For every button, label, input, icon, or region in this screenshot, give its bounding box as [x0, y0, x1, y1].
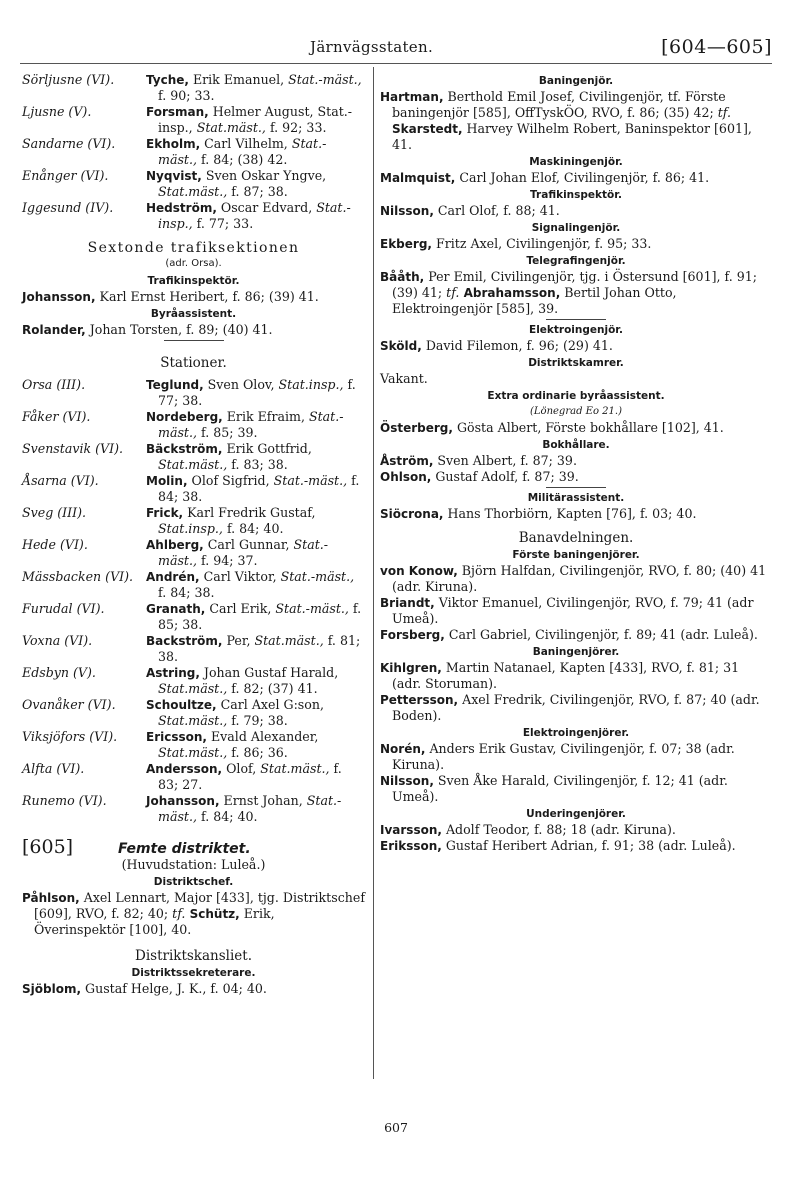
right-column [380, 72, 772, 854]
rank-title: Stat.mäst., [196, 120, 266, 135]
person-entry [146, 409, 365, 441]
person-details: Helmer August, Stat.-insp., [158, 104, 353, 135]
column-divider [373, 67, 374, 1079]
person-details: Martin Natanael, Kapten [433], RVO, f. 81; 31 (adr. Storuman). [392, 660, 740, 691]
department-heading: Banavdelningen. [518, 530, 634, 546]
person-details: Axel Fredrik, Civilingenjör, RVO, f. 87; 40 (adr. Boden). [392, 692, 760, 723]
person-details: f. 84; 38. [158, 585, 215, 600]
mini-rule [546, 487, 606, 488]
role-heading: Baningenjörer. [532, 646, 620, 658]
station-name: Edsbyn (V). [22, 665, 96, 680]
section-title: Sextonde trafiksektionen [87, 240, 300, 256]
station-name: Orsa (III). [22, 377, 86, 392]
station-name: Runemo (VI). [22, 793, 107, 808]
person-details: f. 84; 38. [158, 473, 360, 504]
person-details: Sven Oskar Yngve, [201, 168, 327, 183]
station-name: Alfta (VI). [22, 761, 85, 776]
person-details: Per Emil, Civilingenjör, tjg. i Östersund [601], f. 91; (39) 41; [392, 269, 757, 300]
station-row [22, 601, 365, 633]
role-heading: Förste baningenjörer. [512, 549, 640, 561]
station-name: Viksjöfors (VI). [22, 729, 118, 744]
station-row [22, 200, 365, 232]
person-entry [146, 473, 365, 505]
role-heading: Maskiningenjör. [529, 156, 623, 168]
person-entry [146, 569, 365, 601]
rank-title: Stat.mäst., [158, 681, 228, 696]
page-range: [604—605] [661, 36, 772, 58]
person-entry [380, 170, 772, 186]
section-address: (adr. Orsa). [165, 258, 222, 269]
station-name: Ovanåker (VI). [22, 697, 116, 712]
person-entry [380, 627, 772, 643]
rank-title: Stat.-mäst., [280, 569, 355, 584]
rank-title: Stat.-mäst., [158, 793, 342, 824]
tf-abbrev: tf. [172, 906, 186, 921]
person-name: Abrahamsson, [459, 286, 561, 300]
person-details: Erik, Överinspektör [100], 40. [34, 906, 275, 937]
station-row [22, 441, 365, 473]
station-name: Enånger (VI). [22, 168, 109, 183]
person-details: Carl Axel G:son, [216, 697, 324, 712]
person-name: Johansson, [146, 794, 220, 808]
role-heading: Elektroingenjörer. [522, 727, 630, 739]
person-details: f. 84; (38) 42. [196, 152, 288, 167]
mini-rule [546, 319, 606, 320]
person-entry [380, 660, 772, 692]
person-entry [380, 236, 772, 252]
person-details: Viktor Emanuel, Civilingenjör, RVO, f. 79; 41 (adr Umeå). [392, 595, 754, 626]
rank-title: Stat.mäst., [158, 457, 228, 472]
role-heading: Signalingenjör. [531, 222, 621, 234]
person-entry [22, 981, 365, 997]
person-details: f. 81; 38. [158, 633, 361, 664]
person-details: Karl Fredrik Gustaf, [183, 505, 316, 520]
person-name: Nilsson, [380, 204, 434, 218]
person-name: Schoultze, [146, 698, 217, 712]
rank-title: Stat.insp., [278, 377, 344, 392]
person-entry [380, 269, 772, 317]
office-heading: Distriktskansliet. [135, 948, 252, 964]
station-row [22, 168, 365, 200]
person-name: Frick, [146, 506, 184, 520]
person-name: Sköld, [380, 339, 422, 353]
station-name: Furudal (VI). [22, 601, 105, 616]
district-name: Femte distriktet. [118, 841, 251, 857]
person-details: Berthold Emil Josef, Civilingenjör, tf. Förste baningenjör [585], OffTyskÖO, RVO, f. 86; (35) 42; [392, 89, 726, 120]
role-heading: Baningenjör. [538, 75, 614, 87]
rank-title: Stat.mäst., [260, 761, 330, 776]
person-name: Skarstedt, [392, 122, 463, 136]
page-number: 607 [384, 1120, 408, 1135]
person-name: Siöcrona, [380, 507, 444, 521]
person-entry [380, 563, 772, 595]
person-entry [146, 761, 365, 793]
person-name: Astring, [146, 666, 200, 680]
person-name: Bäckström, [146, 442, 223, 456]
station-name: Åsarna (VI). [22, 473, 99, 488]
person-details: David Filemon, f. 96; (29) 41. [421, 338, 613, 353]
person-details: Carl Gabriel, Civilingenjör, f. 89; 41 (adr. Luleå). [444, 627, 758, 642]
rank-title: Stat.-insp., [158, 200, 351, 231]
person-name: Tyche, [146, 73, 189, 87]
person-details: Carl Viktor, [199, 569, 281, 584]
person-details: f. 87; 38. [227, 184, 288, 199]
person-entry [146, 168, 365, 200]
rank-title: Stat.mäst., [158, 184, 228, 199]
person-details: f. 85; 39. [196, 425, 258, 440]
person-name: Teglund, [146, 378, 204, 392]
left-column [22, 72, 365, 997]
person-name: Nilsson, [380, 774, 434, 788]
person-details: Anders Erik Gustav, Civilingenjör, f. 07; 38 (adr. Kiruna). [392, 741, 735, 772]
mini-rule [164, 340, 224, 341]
role-heading: Byråassistent. [150, 308, 237, 320]
person-name: Schütz, [185, 907, 240, 921]
person-details: f. 82; (37) 41. [227, 681, 318, 696]
person-entry [380, 338, 772, 354]
person-details: Hans Thorbiörn, Kapten [76], f. 03; 40. [443, 506, 697, 521]
district-main-station: (Huvudstation: Luleå.) [121, 857, 266, 872]
station-name: Hede (VI). [22, 537, 88, 552]
person-details: Axel Lennart, Major [433], tjg. Distriktschef [609], RVO, f. 82; 40; [34, 890, 365, 921]
person-details: f. 77; 33. [192, 216, 254, 231]
rank-title: Stat.mäst., [158, 745, 228, 760]
person-name: Hedström, [146, 201, 217, 215]
station-name: Mässbacken (VI). [22, 569, 134, 584]
person-details: Per, [222, 633, 255, 648]
person-name: Malmquist, [380, 171, 456, 185]
person-entry [380, 453, 772, 469]
person-entry [146, 505, 365, 537]
station-row [22, 537, 365, 569]
person-details: f. 90; 33. [158, 88, 215, 103]
person-name: Andrén, [146, 570, 200, 584]
top-station-list [22, 72, 365, 232]
district-heading [22, 836, 365, 858]
person-details: f. 86; 36. [227, 745, 288, 760]
person-details: Fritz Axel, Civilingenjör, f. 95; 33. [431, 236, 652, 251]
running-title: Järnvägsstaten. [310, 38, 434, 56]
person-entry [146, 104, 365, 136]
person-details: Gustaf Adolf, f. 87; 39. [431, 469, 579, 484]
person-entry [146, 72, 365, 104]
role-heading: Trafikinspektör. [147, 275, 240, 287]
role-heading: Elektroingenjör. [529, 324, 623, 336]
tf-abbrev: tf. [446, 285, 460, 300]
person-details: Johan Torsten, f. 89; (40) 41. [85, 322, 273, 337]
person-details: f. 94; 37. [196, 553, 258, 568]
person-details: Björn Halfdan, Civilingenjör, RVO, f. 80; (40) 41 (adr. Kiruna). [392, 563, 767, 594]
person-details: Sven Åke Harald, Civilingenjör, f. 12; 41 (adr. Umeå). [392, 773, 728, 804]
person-entry [146, 377, 365, 409]
station-row [22, 505, 365, 537]
person-details: f. 85; 38. [158, 601, 362, 632]
station-list [22, 377, 365, 825]
person-name: Kihlgren, [380, 661, 442, 675]
station-name: Sandarne (VI). [22, 136, 116, 151]
person-name: Backström, [146, 634, 223, 648]
person-details: Adolf Teodor, f. 88; 18 (adr. Kiruna). [441, 822, 676, 837]
person-details: Carl Olof, f. 88; 41. [433, 203, 560, 218]
person-details: Carl Gunnar, [203, 537, 294, 552]
role-heading: Telegrafingenjör. [526, 255, 626, 267]
person-name: Briandt, [380, 596, 435, 610]
person-name: Andersson, [146, 762, 223, 776]
station-row [22, 569, 365, 601]
person-name: Norén, [380, 742, 426, 756]
rank-title: Stat.-mäst., [288, 72, 362, 87]
page-header [20, 38, 772, 66]
rank-title: Stat.-mäst., [158, 136, 327, 167]
role-heading: Trafikinspektör. [530, 189, 622, 201]
person-name: Bååth, [380, 270, 425, 284]
person-details: f. 84; 40. [196, 809, 258, 824]
person-details: Evald Alexander, [206, 729, 319, 744]
person-name: Pettersson, [380, 693, 459, 707]
person-entry [380, 89, 772, 153]
person-details: Gösta Albert, Förste bokhållare [102], 41. [452, 420, 724, 435]
person-details: Sven Albert, f. 87; 39. [433, 453, 577, 468]
station-name: Ljusne (V). [22, 104, 92, 119]
person-details: Gustaf Helge, J. K., f. 04; 40. [81, 981, 267, 996]
role-heading: Bokhållare. [542, 439, 610, 451]
person-entry [22, 322, 365, 338]
person-name: von Konow, [380, 564, 458, 578]
header-rule [20, 63, 772, 64]
person-name: Molin, [146, 474, 188, 488]
rank-title: Stat.-mäst., [158, 409, 344, 440]
rank-title: Stat.-mäst., [273, 473, 348, 488]
person-name: Ekholm, [146, 137, 201, 151]
person-entry [146, 633, 365, 665]
person-details: Erik Efraim, [222, 409, 309, 424]
person-name: Johansson, [22, 290, 96, 304]
person-details: Ernst Johan, [219, 793, 307, 808]
station-name: Sörljusne (VI). [22, 72, 115, 87]
station-row [22, 761, 365, 793]
person-entry [380, 838, 772, 854]
person-entry [146, 793, 365, 825]
rank-title: Stat.insp., [158, 521, 223, 536]
person-entry [146, 729, 365, 761]
station-name: Iggesund (IV). [22, 200, 114, 215]
person-name: Forsman, [146, 105, 209, 119]
person-name: Åström, [380, 454, 434, 468]
person-name: Granath, [146, 602, 206, 616]
person-entry [146, 136, 365, 168]
person-name: Österberg, [380, 421, 453, 435]
person-details: Sven Olov, [203, 377, 279, 392]
person-entry [380, 741, 772, 773]
person-details: f. 84; 40. [222, 521, 284, 536]
person-entry [380, 822, 772, 838]
person-details: Erik Emanuel, [188, 72, 289, 87]
person-details: Carl Vilhelm, [200, 136, 292, 151]
role-heading: Distriktskamrer. [528, 357, 624, 369]
station-row [22, 377, 365, 409]
person-details: Olof Sigfrid, [187, 473, 274, 488]
person-details: Gustaf Heribert Adrian, f. 91; 38 (adr. Luleå). [441, 838, 736, 853]
person-entry [380, 203, 772, 219]
person-name: Eriksson, [380, 839, 442, 853]
person-name: Ahlberg, [146, 538, 204, 552]
person-entry [146, 441, 365, 473]
person-entry [380, 469, 772, 485]
person-name: Påhlson, [22, 891, 80, 905]
role-heading: Distriktschef. [153, 876, 234, 888]
person-details: Bertil Johan Otto, Elektroingenjör [585], 39. [392, 285, 677, 316]
stations-heading: Stationer. [160, 355, 227, 371]
person-details: Harvey Wilhelm Robert, Baninspektor [601], 41. [392, 121, 752, 152]
station-row [22, 136, 365, 168]
person-name: Ivarsson, [380, 823, 442, 837]
rank-title: Stat.mäst., [158, 713, 228, 728]
person-details: f. 83; 38. [227, 457, 288, 472]
person-details: Carl Erik, [205, 601, 276, 616]
station-name: Fåker (VI). [22, 409, 91, 424]
person-details: f. 79; 38. [227, 713, 288, 728]
person-details: Johan Gustaf Harald, [199, 665, 339, 680]
rank-title: Stat.-mäst., [158, 537, 329, 568]
person-name: Nyqvist, [146, 169, 202, 183]
person-name: Ekberg, [380, 237, 432, 251]
station-row [22, 729, 365, 761]
person-name: Nordeberg, [146, 410, 223, 424]
person-details: Oscar Edvard, [216, 200, 317, 215]
person-entry [22, 289, 365, 305]
rank-title: Stat.mäst., [254, 633, 324, 648]
person-details: f. 83; 27. [158, 761, 342, 792]
station-row [22, 409, 365, 441]
district-number: [605] [22, 836, 74, 858]
person-entry [146, 665, 365, 697]
person-details: f. 77; 38. [158, 377, 356, 408]
person-name: Hartman, [380, 90, 444, 104]
station-row [22, 665, 365, 697]
station-name: Voxna (VI). [22, 633, 93, 648]
station-row [22, 72, 365, 104]
person-entry [380, 692, 772, 724]
person-details: Karl Ernst Heribert, f. 86; (39) 41. [95, 289, 319, 304]
person-name: Ohlson, [380, 470, 432, 484]
salary-grade-note: (Lönegrad Eo 21.) [530, 406, 622, 417]
person-entry [146, 601, 365, 633]
role-heading: Distriktssekreterare. [131, 967, 256, 979]
person-name: Forsberg, [380, 628, 445, 642]
station-row [22, 793, 365, 825]
station-row [22, 633, 365, 665]
person-entry [380, 773, 772, 805]
person-details: Erik Gottfrid, [222, 441, 312, 456]
station-row [22, 697, 365, 729]
person-entry [146, 200, 365, 232]
tf-abbrev: tf. [717, 105, 732, 120]
person-details: Carl Johan Elof, Civilingenjör, f. 86; 41. [455, 170, 710, 185]
vacant-note: Vakant. [380, 371, 428, 386]
person-name: Sjöblom, [22, 982, 82, 996]
person-name: Rolander, [22, 323, 86, 337]
person-details: f. 92; 33. [265, 120, 327, 135]
person-entry [380, 420, 772, 436]
station-row [22, 104, 365, 136]
person-name: Ericsson, [146, 730, 207, 744]
person-entry [380, 595, 772, 627]
station-name: Svenstavik (VI). [22, 441, 124, 456]
rank-title: Stat.-mäst., [275, 601, 349, 616]
role-heading: Militärassistent. [527, 492, 625, 504]
station-row [22, 473, 365, 505]
station-name: Sveg (III). [22, 505, 87, 520]
role-heading: Underingenjörer. [526, 808, 626, 820]
person-entry [146, 697, 365, 729]
person-entry [380, 506, 772, 522]
person-details: Olof, [222, 761, 261, 776]
person-entry [146, 537, 365, 569]
person-entry [22, 890, 365, 938]
role-heading: Extra ordinarie byråassistent. [487, 390, 665, 402]
